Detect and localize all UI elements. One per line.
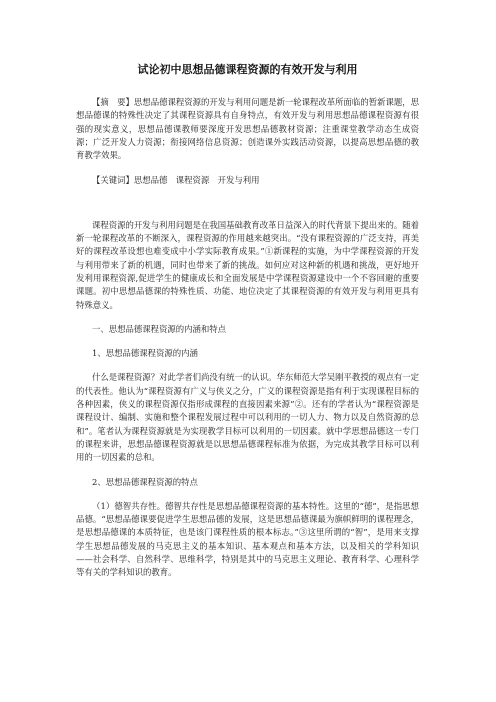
body-paragraph: 什么是课程资源？对此学者们尚没有统一的认识。华东师范大学吴刚平教授的观点有一定的代表性。他认为“课程资源有广义与侠义之分，广义的课程资源是指有利于实现课程目标的各种因素，侠义的课程资源仅指形成课程的直接因素来源”②。还有的学者认为“课程资源是课程设计、编制、实施和整个课程发展过程中可以利用的一切人力、物力以及自然资源的总和”。笔者认为课程资源就是为实现教学目标可以利用的一切因素。就中学思想品德这一专门的课程来讲，思想品德课程资源就是以思想品德课程标准为依据，为完成其教学目标可以利用的一切因素的总和。 [76,372,419,463]
subsection-heading: 1、思想品德课程资源的内涵 [92,348,198,359]
keywords-paragraph: 【关键词】思想品德 课程资源 开发与利用 [92,175,260,186]
section-heading: 一、思想品德课程资源的内涵和特点 [92,323,226,334]
intro-paragraph: 课程资源的开发与利用问题是在我国基础教育改革日益深入的时代背景下提出来的。随着新一轮课程改革的不断深入，课程资源的作用越来越突出。“没有课程资源的广泛支持，再美好的课程改革设想也难变成中小学实际教育成果。”①新课程的实施，为中学课程资源的开发与利用带来了新的机遇，同时也带来了新的挑战。如何应对这种新的机遇和挑战，更好地开发利用课程资源,促进学生的健康成长和全面发展是中学课程资源建设中一个不容回避的重要课题。初中思想品德课的特殊性质、功能、地位决定了其课程资源的有效开发与利用更具有特殊意义。 [76,219,419,310]
body-paragraph: （1）德智共存性。德智共存性是思想品德课程资源的基本特性。这里的“德”，是指思想品德。“思想品德课要促进学生思想品德的发展，这是思想品德课最为旗帜鲜明的课程理念，是思想品德课的本质特征，也是该门课程性质的根本标志。”③这里所谓的“智”，是用来支撑学生思想品德发展的马克思主义的基本知识、基本观点和基本方法，以及相关的学科知识——社会科学、自然科学、思维科学，特别是其中的马克思主义理论、教育科学、心理科学等有关的学科知识的教育。 [76,500,419,578]
abstract-paragraph: 【摘 要】思想品德课程资源的开发与利用问题是新一轮课程改革所面临的暂新课题，思想品德课的特殊性决定了其课程资源具有自身特点，有效开发与利用思想品德课程资源有很强的现实意义，思想品德课教师要深度开发思想品德教材资源；注重课堂教学动态生成资源；广泛开发人力资源；衔接网络信息资源；创造课外实践活动资源，以提高思想品德的教育教学效果。 [76,97,419,161]
document-title: 试论初中思想品德课程资源的有效开发与利用 [137,63,358,76]
subsection-heading: 2、思想品德课程资源的特点 [92,476,198,487]
